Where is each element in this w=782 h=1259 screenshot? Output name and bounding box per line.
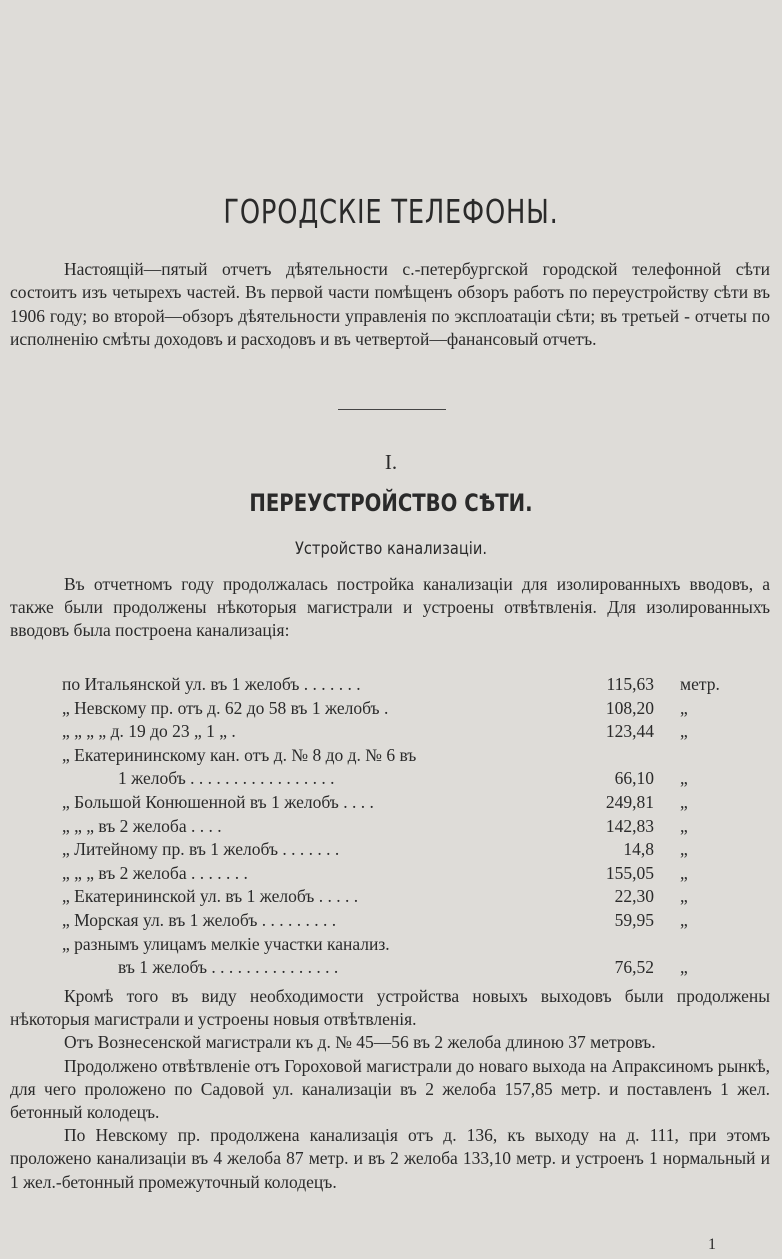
row-value: 123,44 — [605, 721, 654, 742]
row-unit: „ — [680, 862, 688, 883]
paragraph-text: Продолжено отвѣтвленіе отъ Гороховой магистрали до новаго выхода на Апраксиномъ рынкѣ, для чего проложено по Садовой ул. канализаціи въ 2 желоба 157,85 метр. и поставленъ 1 жел. бетонный колодецъ. — [10, 1055, 770, 1123]
subsection-title: Устройство канализаціи. — [294, 539, 487, 559]
table-row — [62, 768, 722, 792]
page-title: ГОРОДСКІЕ ТЕЛЕФОНЫ. — [223, 192, 559, 231]
row-value: 115,63 — [606, 674, 654, 694]
body-paragraphs — [10, 985, 770, 1194]
row-label: „ Екатерининскому кан. отъ д. № 8 до д. № 6 въ — [62, 744, 417, 765]
row-unit: „ — [680, 957, 688, 978]
row-value: 22,30 — [614, 886, 654, 907]
row-unit: метр. — [680, 674, 720, 694]
canalization-table — [62, 674, 722, 981]
row-unit: „ — [680, 886, 688, 907]
paragraph-text: По Невскому пр. продолжена канализація отъ д. 136, къ выходу на д. 111, при этомъ проложено канализаціи въ 4 желоба 87 метр. и въ 2 желоба 133,10 метр. и устроенъ 1 нормальный и 1 жел.-бетонный промежуточный колодецъ. — [10, 1125, 770, 1192]
row-label: въ 1 желобъ . . . . . . . . . . . . . . . — [118, 957, 339, 978]
page-number: 1 — [708, 1236, 716, 1253]
section-title: ПЕРЕУСТРОЙСТВО СѢТИ. — [249, 489, 533, 517]
row-label: „ Большой Конюшенной въ 1 желобъ . . . . — [62, 791, 374, 812]
row-label: „ „ „ „ д. 19 до 23 „ 1 „ . — [62, 721, 236, 742]
intro-paragraph — [10, 258, 770, 351]
row-value: 142,83 — [605, 815, 654, 836]
row-label: „ „ „ въ 2 желоба . . . . — [62, 815, 222, 836]
row-value: 155,05 — [605, 862, 654, 883]
table-row — [62, 721, 722, 745]
row-label: „ Екатерининской ул. въ 1 желобъ . . . . . — [62, 886, 359, 907]
paragraph-text: Въ отчетномъ году продолжалась постройка канализаціи для изолированныхъ вводовъ, а также были продолжены нѣкоторыя магистрали и устроены отвѣтвленія. Для изолированныхъ вводовъ была построена канализація: — [10, 574, 770, 641]
table-row — [62, 957, 722, 981]
row-label: „ Морская ул. въ 1 желобъ . . . . . . . . . — [62, 909, 337, 930]
section-divider — [338, 409, 446, 410]
paragraph-text: Кромѣ того въ виду необходимости устройства новыхъ выходовъ были продолжены нѣкоторыя магистрали и устроены новыя отвѣтвленія. — [10, 986, 770, 1030]
table-row — [62, 674, 722, 698]
intro-text: Настоящій—пятый отчетъ дѣятельности с.-петербургской городской телефонной сѣти состоитъ изъ четырехъ частей. Въ первой части помѣщенъ обзоръ работъ по переустройству сѣти въ 1906 году; во второй—обзоръ дѣятельности управленія по эксплоатаціи сѣти; въ третьей - отчеты по исполненію смѣты доходовъ и расходовъ и въ четвертой—фанансовый отчетъ. — [10, 259, 770, 349]
row-value: 14,8 — [623, 839, 654, 860]
row-label: по Итальянской ул. въ 1 желобъ . . . . . . . — [62, 674, 361, 694]
table-row — [62, 816, 722, 840]
row-unit: „ — [680, 721, 688, 742]
row-value: 249,81 — [605, 791, 654, 812]
row-label: „ разнымъ улицамъ мелкіе участки канализ. — [62, 933, 390, 954]
table-row — [62, 792, 722, 816]
row-unit: „ — [680, 839, 688, 860]
row-unit: „ — [680, 791, 688, 812]
row-label: 1 желобъ . . . . . . . . . . . . . . . . . — [118, 768, 335, 789]
row-unit: „ — [680, 697, 688, 718]
table-row — [62, 839, 722, 863]
table-row — [62, 934, 722, 958]
row-unit: „ — [680, 815, 688, 836]
table-row — [62, 698, 722, 722]
paragraph-text: Отъ Вознесенской магистрали къ д. № 45—56 въ 2 желоба длиною 37 метровъ. — [64, 1032, 656, 1053]
table-row — [62, 910, 722, 934]
row-unit: „ — [680, 909, 688, 930]
row-label: „ Литейному пр. въ 1 желобъ . . . . . . . — [62, 839, 340, 860]
table-row — [62, 745, 722, 769]
row-value: 66,10 — [614, 768, 654, 789]
row-value: 108,20 — [605, 697, 654, 718]
row-value: 76,52 — [614, 957, 654, 978]
table-row — [62, 886, 722, 910]
body-paragraph — [10, 573, 770, 643]
table-row — [62, 863, 722, 887]
row-value: 59,95 — [614, 909, 654, 930]
row-unit: „ — [680, 768, 688, 789]
section-number: I. — [384, 450, 398, 474]
row-label: „ „ „ въ 2 желоба . . . . . . . — [62, 862, 248, 883]
row-label: „ Невскому пр. отъ д. 62 до 58 въ 1 желобъ . — [62, 697, 389, 718]
